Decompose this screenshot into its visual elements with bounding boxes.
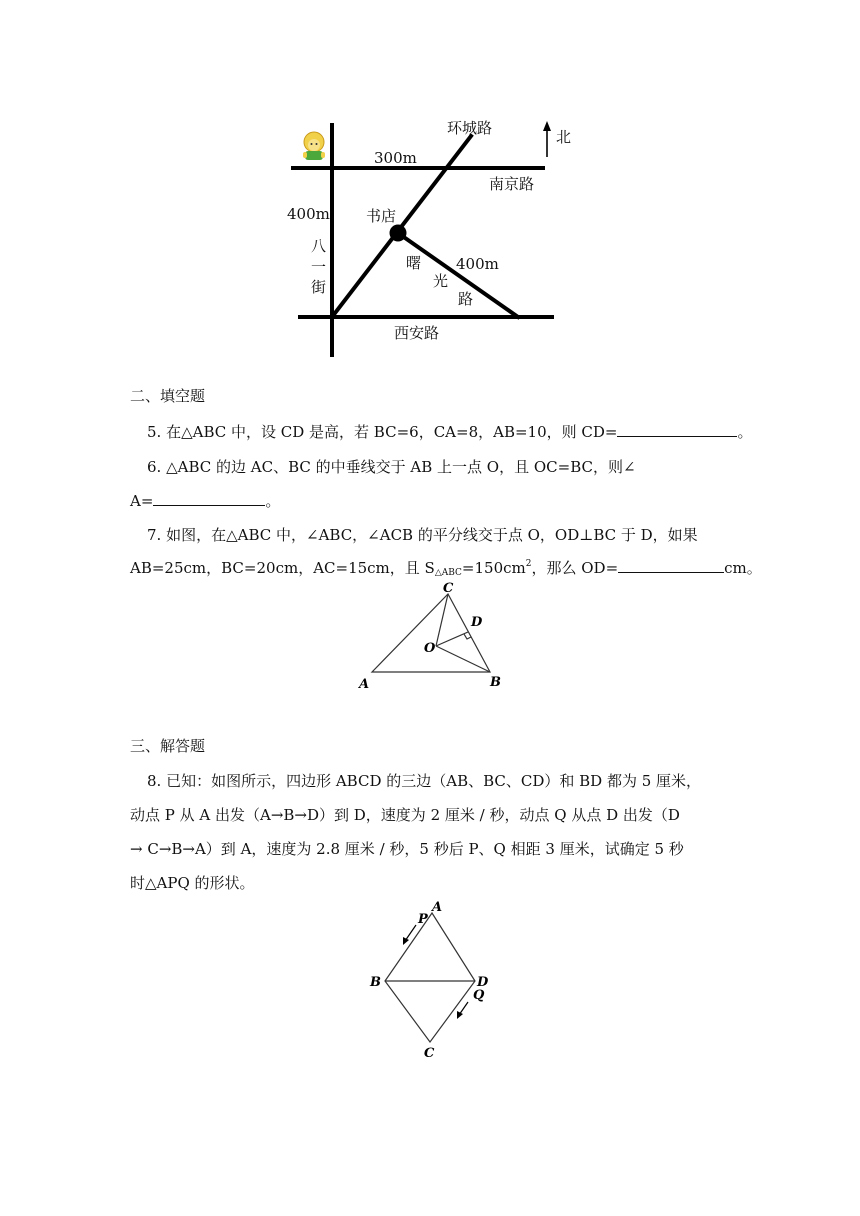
q7-text-a: AB=25cm，BC=20cm，AC=15cm，且 S xyxy=(130,559,435,577)
segment-od xyxy=(436,632,468,646)
q6-answer-blank[interactable] xyxy=(153,490,265,506)
bayi-street-char-2: 一 xyxy=(311,258,327,276)
question-8-line-4: 时△APQ 的形状。 xyxy=(130,874,255,892)
q7-text-c: ，那么 OD= xyxy=(531,559,619,577)
north-arrowhead-icon xyxy=(543,121,551,131)
quadrilateral-figure-q8 xyxy=(360,895,510,1065)
q5-answer-blank[interactable] xyxy=(617,421,737,437)
q7-end: cm。 xyxy=(724,559,762,577)
arrowhead-p-icon xyxy=(403,937,409,945)
q7-superscript: 2 xyxy=(525,559,532,569)
quadrilateral-abdc xyxy=(385,913,475,1042)
question-8-line-1: 8. 已知：如图所示，四边形 ABCD 的三边（AB、BC、CD）和 BD 都为 5 厘米， xyxy=(147,772,702,790)
fig7-label-b: B xyxy=(490,675,501,690)
q7-answer-blank[interactable] xyxy=(618,557,724,573)
question-8-line-2: 动点 P 从 A 出发（A→B→D）到 D，速度为 2 厘米 / 秒，动点 Q 从点 D 出发（D xyxy=(130,806,680,824)
shuguang-road-char-1: 曙 xyxy=(406,254,422,272)
question-5 xyxy=(147,421,752,442)
distance-400-right-label: 400m xyxy=(456,255,499,273)
fig7-label-d: D xyxy=(471,615,483,630)
fig7-label-a: A xyxy=(359,677,370,692)
q7-text-b: =150cm xyxy=(461,559,526,577)
triangle-abc xyxy=(372,594,490,672)
fig7-label-o: O xyxy=(424,641,436,656)
question-6-line-1: 6. △ABC 的边 AC、BC 的中垂线交于 AB 上一点 O，且 OC=BC，则∠ xyxy=(147,458,636,476)
nanjing-road-label: 南京路 xyxy=(489,175,535,193)
north-label: 北 xyxy=(556,128,572,146)
bookstore-marker xyxy=(390,225,407,242)
street-map-figure xyxy=(0,0,860,370)
distance-300-label: 300m xyxy=(374,149,417,167)
person-icon xyxy=(303,132,325,160)
question-8-line-3: → C→B→A）到 A，速度为 2.8 厘米 / 秒，5 秒后 P、Q 相距 3 厘米，试确定 5 秒 xyxy=(130,840,684,858)
ring-road-label: 环城路 xyxy=(447,119,493,137)
fig8-label-c: C xyxy=(424,1046,435,1061)
xian-road-label: 西安路 xyxy=(394,324,440,342)
shuguang-road-char-3: 路 xyxy=(458,290,474,308)
arrowhead-q-icon xyxy=(457,1011,463,1019)
fig8-label-a: A xyxy=(432,900,443,915)
section-2-heading: 二、填空题 xyxy=(130,387,206,405)
q6-text: A= xyxy=(130,492,154,510)
distance-400-left-label: 400m xyxy=(287,205,330,223)
question-7-line-2 xyxy=(130,557,762,578)
shuguang-road-char-2: 光 xyxy=(433,272,449,290)
q5-text: 5. 在△ABC 中，设 CD 是高，若 BC=6，CA=8，AB=10，则 CD= xyxy=(147,423,618,441)
fig8-label-b: B xyxy=(370,975,381,990)
fig7-label-c: C xyxy=(443,581,454,596)
bayi-street-char-1: 八 xyxy=(311,237,327,255)
fig8-label-q: Q xyxy=(473,988,485,1003)
bayi-street-char-3: 街 xyxy=(311,278,327,296)
section-3-heading: 三、解答题 xyxy=(130,737,206,755)
fig8-label-d: D xyxy=(477,975,489,990)
bookstore-label: 书店 xyxy=(366,207,397,225)
segment-ob xyxy=(436,646,490,672)
q6-end: 。 xyxy=(265,492,281,510)
question-6-line-2 xyxy=(130,490,280,511)
q5-end: 。 xyxy=(737,423,753,441)
q7-subscript: △ABC xyxy=(434,568,462,578)
fig8-label-p: P xyxy=(418,912,428,927)
segment-oc xyxy=(436,594,448,646)
question-7-line-1: 7. 如图，在△ABC 中，∠ABC，∠ACB 的平分线交于点 O，OD⊥BC 于 D，如果 xyxy=(147,526,698,544)
triangle-figure-q7 xyxy=(350,580,520,692)
